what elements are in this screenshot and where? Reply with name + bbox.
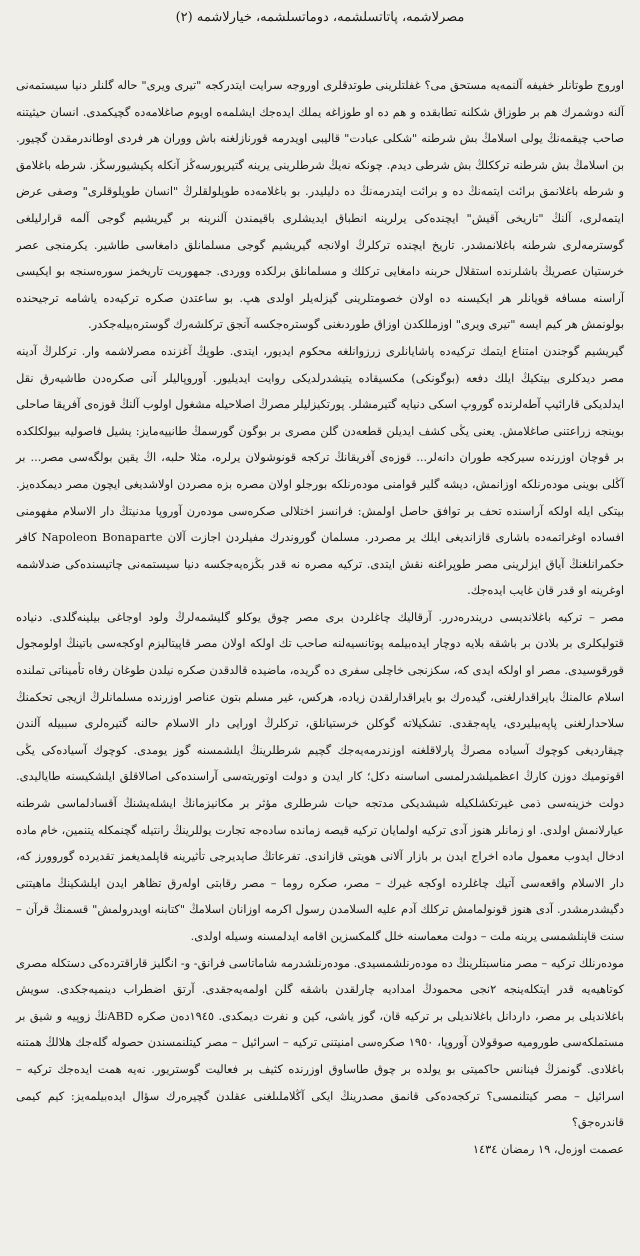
paragraph-3: مصر – تركيه باغلانديسى دريندره‌درر. آرقاليك چاغلردن برى مصر چوق يوكلو گليشمه‌لرڭ ولود اوجاغى بيلينه‌گلدى. دنياده قتوليكلرى بر بلادن بر باشقه بلايه دوچار ايده‌بيلمه پوتانسيه‌لنه صاحب تك اولكه اولان مصر قاپيتاليزم اوكجه‌سى باتينڭ اولومجول قورقوسيدى. مصر او اولكه ايدى كه، سكزنجى خاچلى سفرى ده گريده، ماضيده قالدقدن صكره نيلدن طوغان رفاه تأميناتى تملنده اسلام عالمنڭ بايراقدارلغنى، گيده‌رك بو بايراقدارلقدن زياده، هركس، غير مسلم بتون عناصر اوزرنده مسلمانلرڭ ازيجى تحكمنڭ سلاحدارلغنى پاپه‌بيليردى، ياپه‌جقدى. تشكيلاته گوكلن خرستيانلق، تركلرڭ اورايى دار الاسلام حالنه گتيره‌لرى سببيله آلندن چيقارديغى كوچوك آسياده مصرڭ پارلاقلغنه اوزندرمه‌يه‌جك گچيم شرطلرينڭ ايلشمسنه گوز يومدى. كوچوك آسياده‌كى يڭى اقونوميك دوزن كارڭ اعظميلشدرلمسى اساسنه دكل؛ كار ايدن و دولت اوتوريته‌سى آراسنده‌كى اصالاقلق ايلشكيسنه طاياليدى. دولت خزينه‌سى ذمى غيرتكشلكيله شيشديكى مدتجه حيات شرطلرى مؤثر بر مكانيزمانڭ ايشله‌يشنڭ آقسادلماسى شرطنه عيارلانمش اولدى. او زمانلر هنوز آدى تركيه اولمايان تركيه قيصه زمانده سادەجه تجارت يوللرينڭ رانتيله گچنمكله يتنمين، خام ماده ادخال ايدوب معمول ماده اخراج ايدن بر بازار آلانى هويتى قازاندى. تفرعاتڭ صاپديرجى تأثيرينه قاپلمديغمز تقديرده گوروورز كه، دار الاسلام واقعه‌سى آتيك چاغلرده اوكجه غيرك – مصر، صكره روما – مصر رقابتى اولەرق تظاهر ايدن ايلشكينڭ ماهيتنى دگيشدرمشدر. آدى هنوز قونولمامش تركلك آدم عليه السلامدن رسول اكرمه اوزانان اسلامڭ "كتابنه اويدرولمش" قسمنڭ قرآن – سنت قاپنلشمسى يرينه ملت – دولت معماسنه خلل گلمكسزين اقامه ايدلمسنه وسيله اولدى.: [16, 609, 624, 943]
paragraph-1: اوروج طوتانلر خفيفه آلنمه‌يه مستحق مى؟ غفلتلرينى طوتدقلرى اوروجه سرايت ايتدركجه "تيرى ويرى" حالە گلنلر دنيا سيستمه‌نى آلنه دوشمرك هم بر طوزاق شكلنه تطابقده و هم ده او طوزاغه يملك ايده‌جك ايشلمه‌ه اويوم صاغلامه‌ده گچيكمدى. انسان حيثيتنه صاحب چيقمه‌نڭ يولى اسلامڭ بش شرطنه "شكلى عبادت" قاليبى اويدرمه قورنازلغنه باش ووران هر فردى اوطاندرمقدن گچيور. بن اسلامڭ بش شرطنه ترككلڭ بش شرطى ديدم. چونكه نه‌يڭ شرطلرينى يرينه گتيريورسه‌ڭز آنكله پكيشيورسڭز. شرطه باغلامق و شرطه باغلانمق برائت ايتمه‌نڭ ده و برائت ايتدرمه‌نڭ ده دليليدر. بو باغلامه‌ده طوپلولقلرڭ "انسان طوپلوقلرى" وصفى عرض ايتمه‌لرى، آلنڭ "تاريخى آقيش" ايچنده‌كى يرلرينه انطباق ايديشلرى باقيمندن آلنرينه بر گيريشيم گوجى آلمه قرارليلغى گوسترمه‌لرى شرطنه باغلانمشدر. تاريخ ايچنده تركلرڭ اولانجه گيريشيم گوجى مسلمانلق دامغاسى طاشير. يكرمنجى عصر خرستيان عصريڭ باشلرنده استقلال حربنه دامغايى تركلك و مسلمانلق برلكده ووردى. جمهوريت تاريخمز سوره‌سنجه بو ايكيسى آراسنه مسافه قويانلر هر ايكيسنه ده اولان خصومتلرينى گيزله‌يلر اولدى هپ. بو ساعتدن صكره تركيه‌ده ياشامه ترجيحنده بولونمش هر كيم ايسه "تيرى ويرى" اوزمللكدن اوزاق طوردىغنى گوستره‌جكسه آنجق تركلشه‌رك گوستره‌بيله‌جكدر.: [16, 78, 624, 332]
article-body: [16, 72, 624, 1136]
page-title: مصرلاشمه، پاتاتسلشمه، دوماتسلشمه، خيارلاشمه (٢): [175, 10, 465, 25]
paragraph-4: موده‌رنلك تركيه – مصر مناسبتلرينڭ ده موده‌رنلشمسيدى. موده‌رنلشدرمه شاماتاسى فرانق- و- انگليز قاراقترده‌كى دستكله مصرى كوتاهيه‌يه قدر ايتكله‌ينجه ٢نجى محمودڭ امداديه چارلقدن باشقه گلن اولمه‌يه‌جقدى. آرتق اضطراب دينميه‌جكدى. سويش باغلانديلى بر مصر، داردانل باغلانديلى بر تركيه قان، گوز ياشى، كين و نفرت ديمكدى. ١٩٤٥ده‌ن صكره ABDنڭ زوپيه و شيق بر مستملكه‌سى طوروميه صوقولان آوروپا، ١٩٥٠ صكره‌سى امنيتنى تركيه – اسرائيل – مصر كيتلنمسندن حصوله گله‌جك هلالڭ همتنه باغلادى. گونمزڭ فينانس حاكميتى بو يولده بر چوق طاساوق اوزرنده كثيف بر فعاليت گوستريور. نه‌يه همت ايده‌جك تركيه – اسرائيل – مصر كيتلنمسى؟ تركجه‌ده‌كى قانمق مصدرينڭ ايكى آڭلاملىلغنى عقلدن گچيره‌رك سؤال ايده‌بيلمه‌يز: كيم كيمى قاندره‌جق؟: [16, 955, 625, 1130]
paragraph-2: گيريشيم گوجندن امتناع ايتمك تركيه‌ده پاشايانلرى زرزوانلغه محكوم ايديور، ايتدى. طوپڭ آغزنده مصرلاشمه وار. تركلرڭ آدينه مصر ديدكلرى بيتكيڭ ايلك دفعه (بوگونكى) مكسيقاده يتيشدرلديكى روايت ايديليور. آوروپاليلر آنى صكره‌دن طاشيه‌رق نقل ايدلديكى قارائيپ آطه‌لرنده گوروپ اسكى دنيايه گتيرمشلر. پورتكيزليلر مصرڭ اصلاحيله مشغول اولوب آلنڭ قوزه‌ى آفريقا صاحلى بوينجه زراعتنى صاغلامش. يعنى يڭى كشف ايديلن قطعه‌دن گلن مصرى بر بوگون گورسمڭ طانييه‌مايز: يشيل فاصوليه بيولكلكده بر قوچان اوزرنده سيركجه طوران دانەلر... قوزه‌ى آفريقانڭ تركجه قونوشولان يرلره، مثلا حلبه، اڭ يقين بولگه‌سى مصر... بر آڭلى بوينى موده‌رنلكه اوزانمش، ديشه گلير قوامنى موده‌رنلكه بورجلو اولان مصره بزه مصردن اولاشديغى ايچون مصر ديمكده‌يز. بيتكى ايله اولكه آراسنده تحف بر توافق حاصل اولمش: فرانسز اختلالى صكره‌سى موده‌رن آوروپا مدنيتڭ دار الاسلام مفهومنى افساده اوغراتمه‌ده باشارى قازانديغى ايلك ير مصردر. مسلمان گوروندرك مفيلردن اجازت آلان Napoleon Bonaparte كافر حكمرانلغنڭ آياق ايزلرينى مصر طوپراغنه نقش ايتدى. تركيه مصره نه قدر بڭزه‌يه‌جكسه دنيا سيستمه‌نى چاتيسنده‌كى ضدلاشمه اوغرينه او قدر قان غايب ايده‌جك.: [16, 343, 624, 598]
signature-line: عصمت اوزەل، ١٩ رمضان ١٤٣٤: [472, 1141, 624, 1156]
